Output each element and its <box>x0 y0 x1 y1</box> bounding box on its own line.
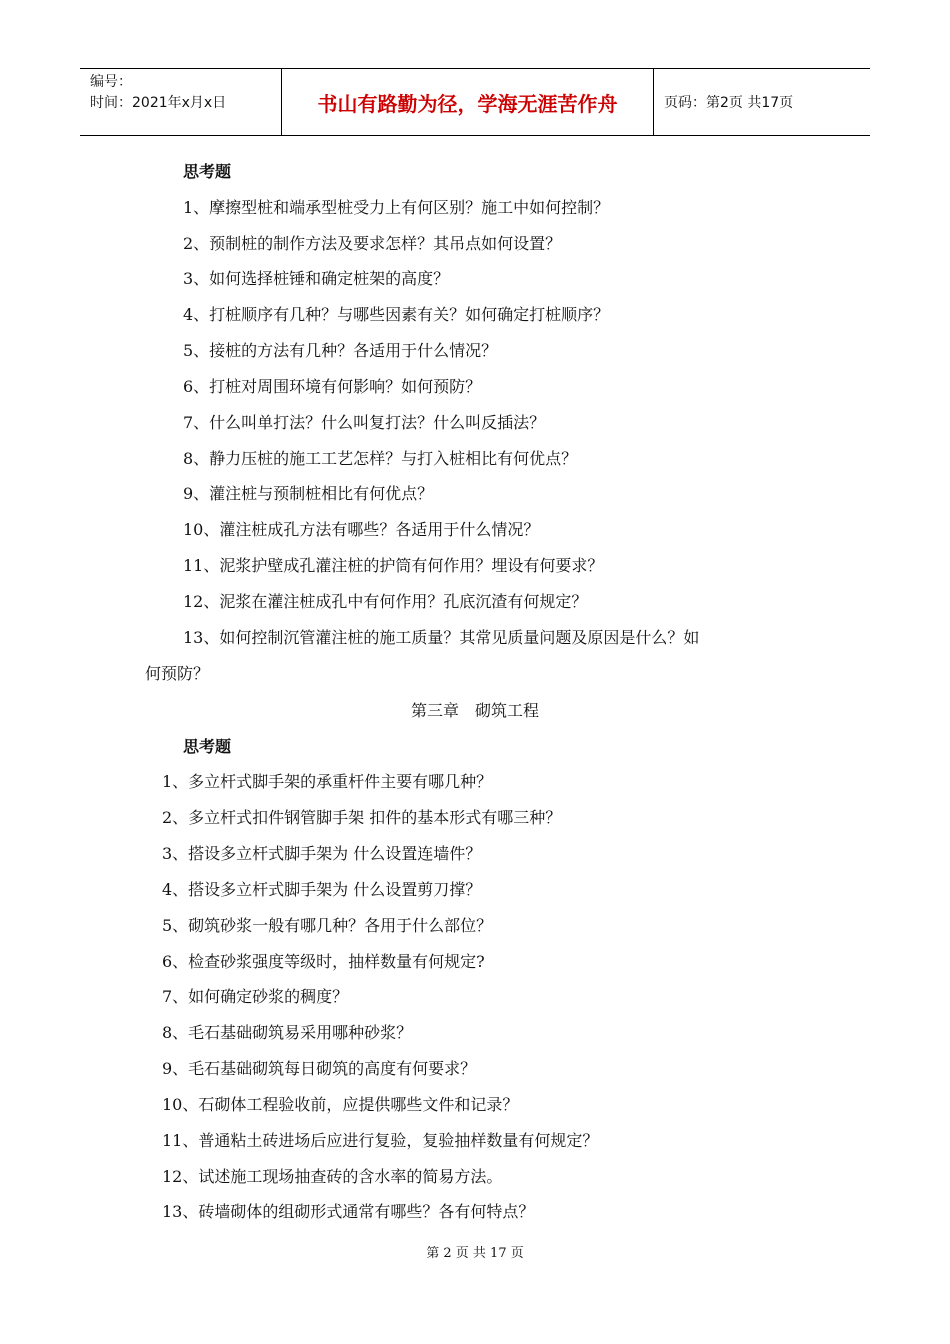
question-item: 12、试述施工现场抽查砖的含水率的简易方法。 <box>162 1167 503 1186</box>
question-item: 12、泥浆在灌注桩成孔中有何作用？孔底沉渣有何规定？ <box>183 592 588 611</box>
question-item: 4、打桩顺序有几种？与哪些因素有关？如何确定打桩顺序？ <box>183 305 610 324</box>
section-heading-questions-2: 思考题 <box>183 737 232 756</box>
question-item: 3、如何选择桩锤和确定桩架的高度？ <box>183 269 450 288</box>
question-item: 4、搭设多立杆式脚手架为 什么设置剪刀撑？ <box>162 880 482 899</box>
header-motto: 书山有路勤为径，学海无涯苦作舟 <box>282 69 654 135</box>
question-item: 11、泥浆护壁成孔灌注桩的护筒有何作用？埋设有何要求？ <box>183 556 604 575</box>
page-header <box>80 68 870 136</box>
question-item: 9、毛石基础砌筑每日砌筑的高度有何要求？ <box>162 1059 477 1078</box>
question-item: 8、毛石基础砌筑易采用哪种砂浆？ <box>162 1023 413 1042</box>
question-item: 3、搭设多立杆式脚手架为 什么设置连墙件？ <box>162 844 482 863</box>
question-item: 5、接桩的方法有几种？各适用于什么情况？ <box>183 341 498 360</box>
question-item: 6、打桩对周围环境有何影响？如何预防？ <box>183 377 482 396</box>
document-number-label: 编号： <box>90 74 132 90</box>
question-item: 8、静力压桩的施工工艺怎样？与打入桩相比有何优点？ <box>183 449 578 468</box>
question-item: 13、如何控制沉管灌注桩的施工质量？其常见质量问题及原因是什么？如 <box>183 628 700 647</box>
question-item: 10、石砌体工程验收前，应提供哪些文件和记录？ <box>162 1095 519 1114</box>
question-item: 6、检查砂浆强度等级时，抽样数量有何规定? <box>162 952 485 971</box>
question-item: 5、砌筑砂浆一般有哪几种？各用于什么部位？ <box>162 916 493 935</box>
question-item: 10、灌注桩成孔方法有哪些？各适用于什么情况？ <box>183 520 540 539</box>
question-item: 9、灌注桩与预制桩相比有何优点？ <box>183 484 434 503</box>
question-item-continuation: 何预防？ <box>145 664 210 683</box>
question-item: 13、砖墙砌体的组砌形式通常有哪些？各有何特点？ <box>162 1202 535 1221</box>
header-info-cell <box>80 69 282 135</box>
document-date-label: 时间：2021年x月x日 <box>90 95 227 111</box>
question-item: 7、如何确定砂浆的稠度？ <box>162 987 349 1006</box>
question-item: 1、多立杆式脚手架的承重杆件主要有哪几种？ <box>162 772 493 791</box>
question-item: 2、多立杆式扣件钢管脚手架 扣件的基本形式有哪三种？ <box>162 808 562 827</box>
section-heading-questions-1: 思考题 <box>183 162 232 181</box>
question-item: 1、摩擦型桩和端承型桩受力上有何区别？施工中如何控制？ <box>183 198 610 217</box>
question-item: 11、普通粘土砖进场后应进行复验，复验抽样数量有何规定？ <box>162 1131 599 1150</box>
chapter-title: 第三章 砌筑工程 <box>410 701 539 720</box>
page-footer: 第 2 页 共 17 页 <box>426 1246 524 1261</box>
header-page-number: 页码：第2页 共17页 <box>664 95 794 111</box>
question-item: 2、预制桩的制作方法及要求怎样？其吊点如何设置？ <box>183 234 562 253</box>
question-item: 7、什么叫单打法？什么叫复打法？什么叫反插法？ <box>183 413 546 432</box>
